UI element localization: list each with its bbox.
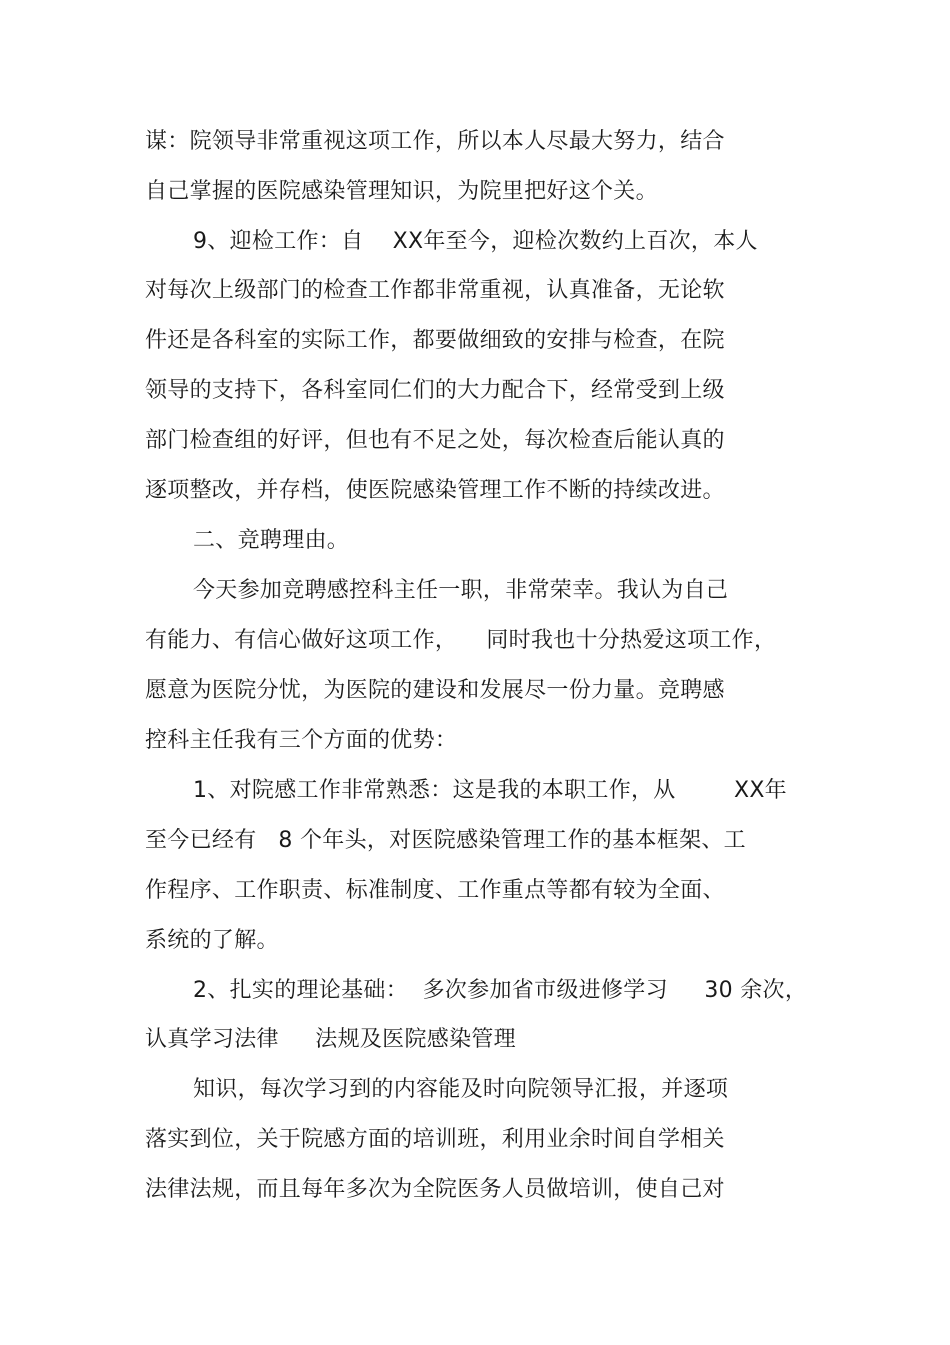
text-line: 法律法规，而且每年多次为全院医务人员做培训，使自己对 bbox=[145, 1177, 725, 1202]
text-line: 9、迎检工作：自 XX年至今，迎检次数约上百次，本人 bbox=[193, 229, 758, 254]
text-line: 控科主任我有三个方面的优势： bbox=[145, 728, 458, 753]
text-line: 2、扎实的理论基础： 多次参加省市级进修学习 30 余次， bbox=[193, 978, 808, 1003]
text-line: 愿意为医院分忧，为医院的建设和发展尽一份力量。竞聘感 bbox=[145, 678, 725, 703]
text-line: 逐项整改，并存档，使医院感染管理工作不断的持续改进。 bbox=[145, 478, 725, 503]
text-line: 对每次上级部门的检查工作都非常重视，认真准备，无论软 bbox=[145, 278, 725, 303]
text-line: 落实到位，关于院感方面的培训班，利用业余时间自学相关 bbox=[145, 1127, 725, 1152]
text-line: 件还是各科室的实际工作，都要做细致的安排与检查，在院 bbox=[145, 328, 725, 353]
text-line: 1、对院感工作非常熟悉：这是我的本职工作，从 XX年 bbox=[193, 778, 787, 803]
text-line: 领导的支持下，各科室同仁们的大力配合下，经常受到上级 bbox=[145, 378, 725, 403]
text-line: 作程序、工作职责、标准制度、工作重点等都有较为全面、 bbox=[145, 878, 725, 903]
text-line: 自己掌握的医院感染管理知识，为院里把好这个关。 bbox=[145, 179, 658, 204]
text-line: 系统的了解。 bbox=[145, 928, 279, 953]
text-line: 有能力、有信心做好这项工作， 同时我也十分热爱这项工作， bbox=[145, 628, 777, 653]
text-line: 知识，每次学习到的内容能及时向院领导汇报，并逐项 bbox=[193, 1077, 729, 1102]
text-line: 谋：院领导非常重视这项工作，所以本人尽最大努力，结合 bbox=[145, 129, 725, 154]
text-line: 至今已经有 8 个年头，对医院感染管理工作的基本框架、工 bbox=[145, 828, 746, 853]
text-line: 今天参加竞聘感控科主任一职，非常荣幸。我认为自己 bbox=[193, 578, 729, 603]
text-line: 部门检查组的好评，但也有不足之处，每次检查后能认真的 bbox=[145, 428, 725, 453]
text-line: 认真学习法律 法规及医院感染管理 bbox=[145, 1027, 516, 1052]
section-heading: 二、竞聘理由。 bbox=[193, 528, 350, 553]
